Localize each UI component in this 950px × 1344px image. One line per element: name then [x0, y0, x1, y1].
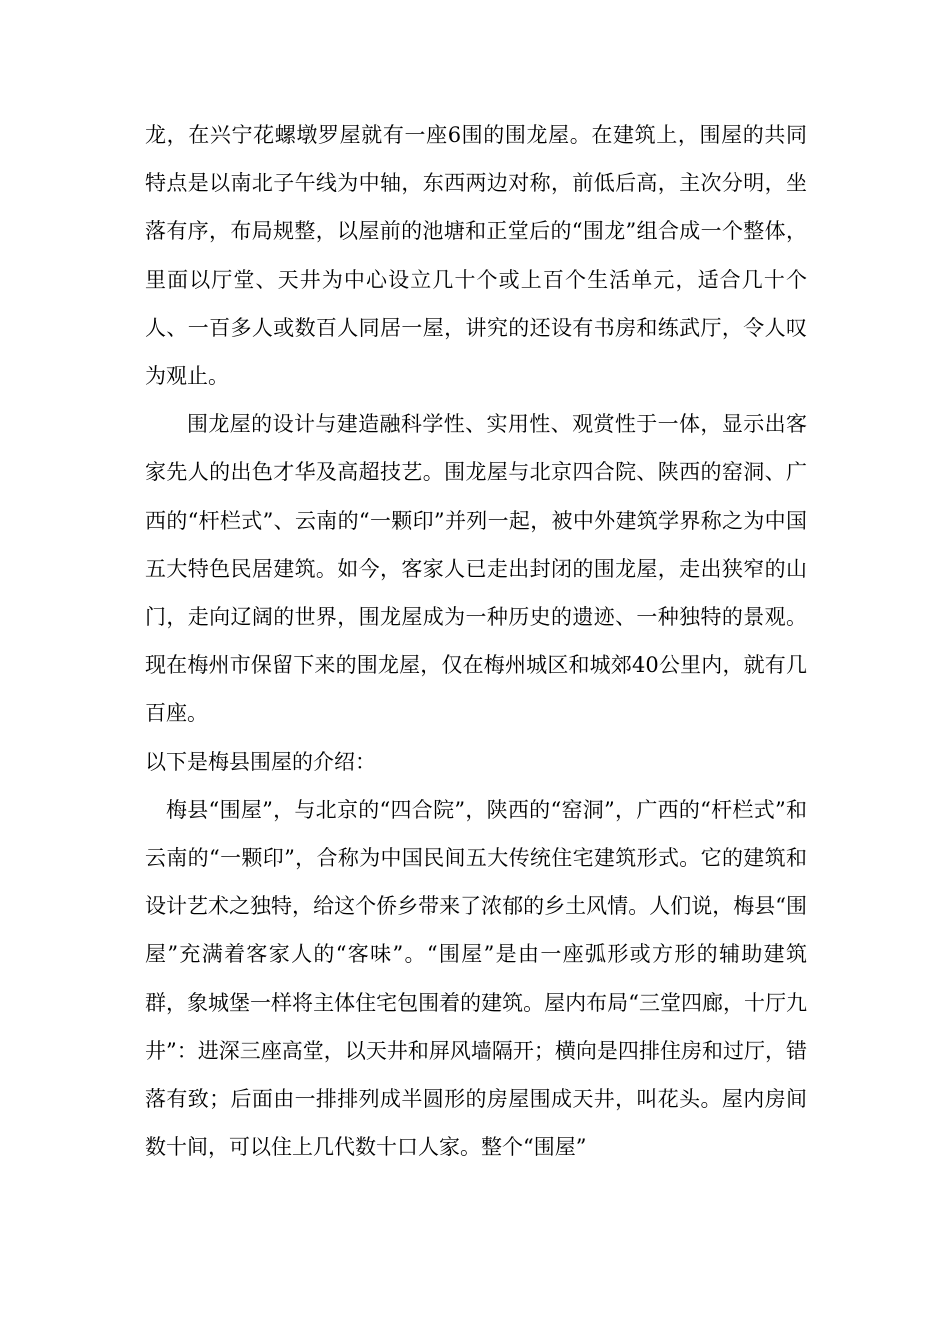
- document-body: [145, 111, 807, 1171]
- paragraph-meixian-weiwu: 梅县“围屋”，与北京的“四合院”，陕西的“窑洞”，广西的“杆栏式”和云南的“一颗印”，合称为中国民间五大传统住宅建筑形式。它的建筑和设计艺术之独特，给这个侨乡带来了浓郁的乡土风情。人们说，梅县“围屋”充满着客家人的“客味”。“围屋”是由一座弧形或方形的辅助建筑群，象城堡一样将主体住宅包围着的建筑。屋内布局“三堂四廊，十厅九井”：进深三座高堂，以天井和屏风墙隔开；横向是四排住房和过厅，错落有致；后面由一排排列成半圆形的房屋围成天井，叫花头。屋内房间数十间，可以住上几代数十口人家。整个“围屋”: [145, 797, 807, 1160]
- paragraph-continuation: 龙，在兴宁花螺墩罗屋就有一座6围的围龙屋。在建筑上，围屋的共同特点是以南北子午线为中轴，东西两边对称，前低后高，主次分明，坐落有序，布局规整，以屋前的池塘和正堂后的“围龙”组合成一个整体，里面以厅堂、天井为中心设立几十个或上百个生活单元，适合几十个人、一百多人或数百人同居一屋，讲究的还设有书房和练武厅，令人叹为观止。: [145, 123, 807, 389]
- paragraph-intro-line: 以下是梅县围屋的介绍：: [145, 749, 376, 774]
- paragraph-weilongwu-design: 围龙屋的设计与建造融科学性、实用性、观赏性于一体，显示出客家先人的出色才华及高超技艺。围龙屋与北京四合院、陕西的窑洞、广西的“杆栏式”、云南的“一颗印”并列一起，被中外建筑学界称之为中国五大特色民居建筑。如今，客家人已走出封闭的围龙屋，走出狭窄的山门，走向辽阔的世界，围龙屋成为一种历史的遗迹、一种独特的景观。现在梅州市保留下来的围龙屋，仅在梅州城区和城郊40公里内，就有几百座。: [145, 412, 807, 726]
